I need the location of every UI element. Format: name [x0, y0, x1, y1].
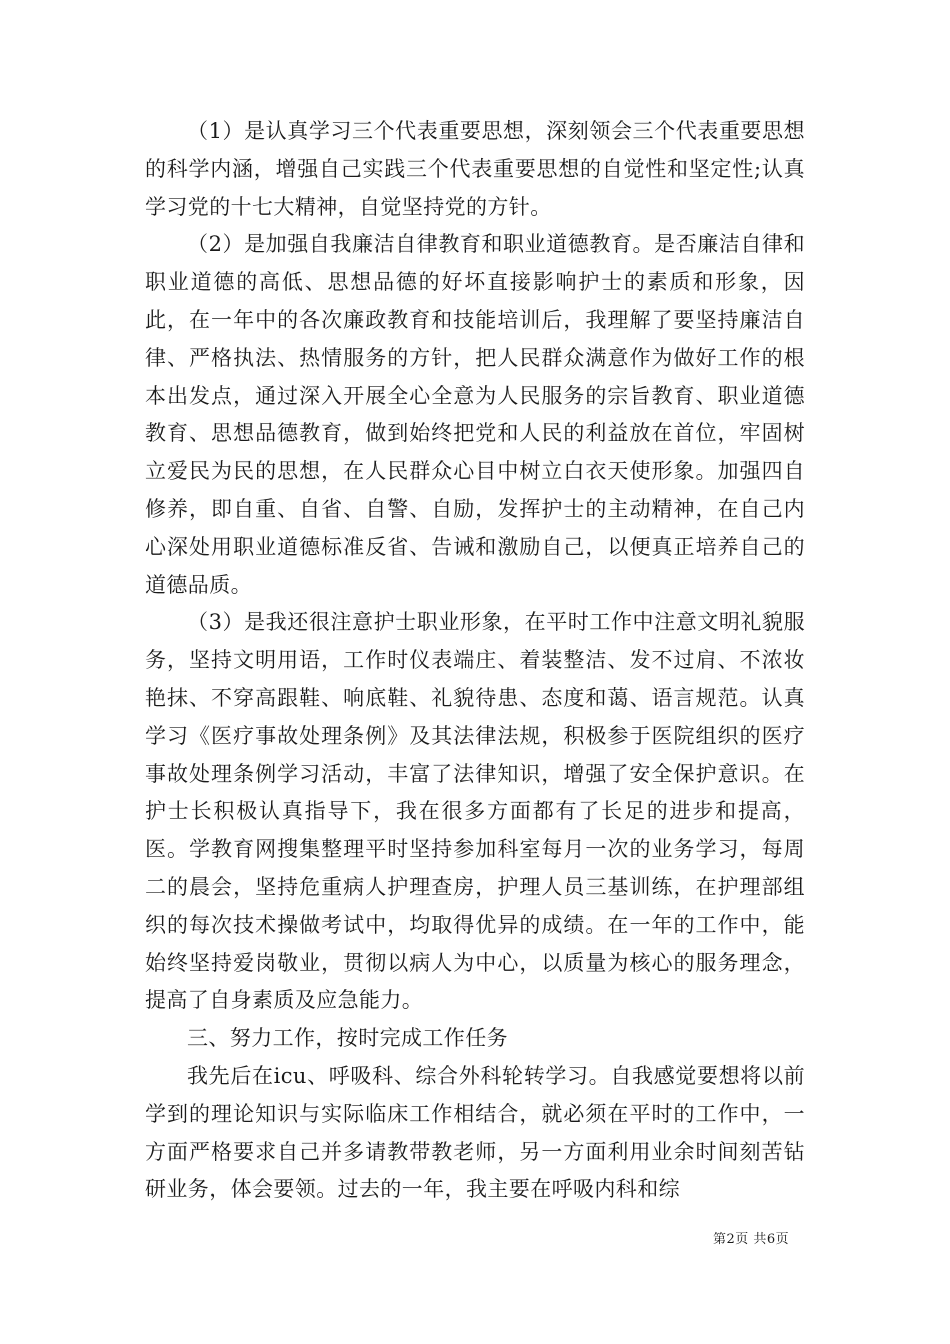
- section-heading-work-tasks: 三、努力工作，按时完成工作任务: [187, 1026, 508, 1051]
- paragraph-rotation-study: 我先后在icu、呼吸科、综合外科轮转学习。自我感觉要想将以前学到的理论知识与实际临床工作相结合，就必须在平时的工作中，一方面严格要求自己并多请教带教老师，另一方面利用业余时间刻苦钻研业务，体会要领。过去的一年，我主要在呼吸内科和综: [145, 1063, 805, 1202]
- page-number-footer: 第2页 共6页: [713, 1232, 790, 1247]
- paragraph-professional-image: （3）是我还很注意护士职业形象，在平时工作中注意文明礼貌服务，坚持文明用语，工作时仪表端庄、着装整洁、发不过肩、不浓妆艳抹、不穿高跟鞋、响底鞋、礼貌待患、态度和蔼、语言规范。认真学习《医疗事故处理条例》及其法律法规，积极参于医院组织的医疗事故处理条例学习活动，丰富了法律知识，增强了安全保护意识。在护士长积极认真指导下，我在很多方面都有了长足的进步和提高，医。学教育网搜集整理平时坚持参加科室每月一次的业务学习，每周二的晨会，坚持危重病人护理查房，护理人员三基训练，在护理部组织的每次技术操做考试中，均取得优异的成绩。在一年的工作中，能始终坚持爱岗敬业，贯彻以病人为中心，以质量为核心的服务理念，提高了自身素质及应急能力。: [145, 610, 805, 1013]
- paragraph-self-discipline: （2）是加强自我廉洁自律教育和职业道德教育。是否廉洁自律和职业道德的高低、思想品德的好坏直接影响护士的素质和形象，因此，在一年中的各次廉政教育和技能培训后，我理解了要坚持廉洁自律、严格执法、热情服务的方针，把人民群众满意作为做好工作的根本出发点，通过深入开展全心全意为人民服务的宗旨教育、职业道德教育、思想品德教育，做到始终把党和人民的利益放在首位，牢固树立爱民为民的思想，在人民群众心目中树立白衣天使形象。加强四自修养，即自重、自省、自警、自励，发挥护士的主动精神，在自己内心深处用职业道德标准反省、告诫和激励自己，以便真正培养自己的道德品质。: [145, 232, 805, 597]
- document-body: [145, 113, 805, 1209]
- paragraph-study-theory: （1）是认真学习三个代表重要思想，深刻领会三个代表重要思想的科学内涵，增强自己实践三个代表重要思想的自觉性和坚定性;认真学习党的十七大精神，自觉坚持党的方针。: [145, 119, 805, 219]
